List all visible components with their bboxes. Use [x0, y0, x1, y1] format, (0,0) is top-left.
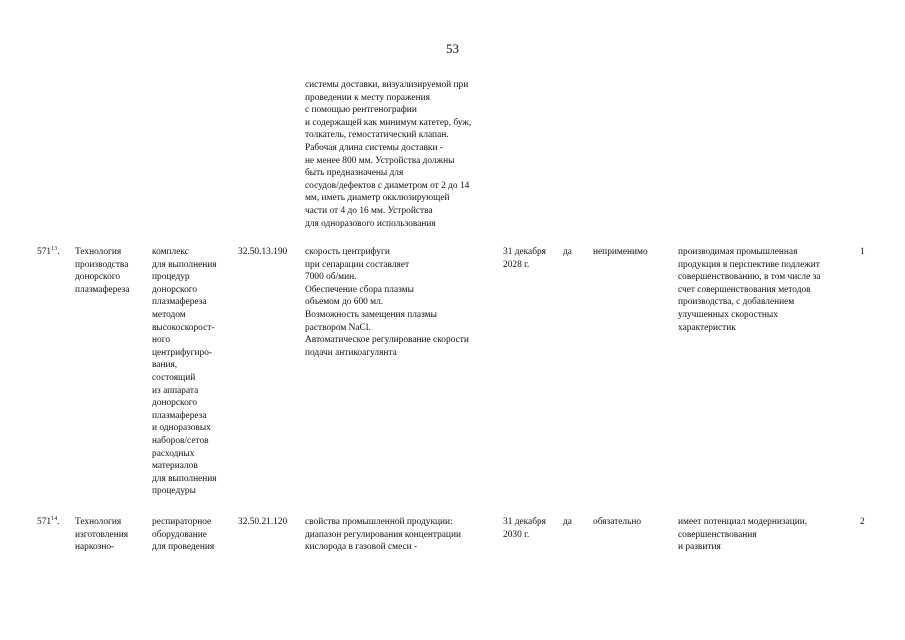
product-cell: комплекс для выполнения процедур донорского плазмафереза методом высокоскорост- ного центрифугиро- вания, состоящий из аппарата донорского плазмафереза и одноразовых наборов/сетов расходных материалов для выполнения процедуры: [152, 247, 217, 497]
technology-name-cell: Технология производства донорского плазмафереза: [75, 247, 130, 295]
row-number-base: 571: [37, 517, 52, 527]
spec-cell: свойства промышленной продукции: диапазон регулирования концентрации кислорода в газовой смеси -: [305, 517, 461, 553]
technology-name-cell: Технология изготовления наркозно-: [75, 517, 129, 553]
count-cell: 2: [860, 517, 865, 527]
row-number-base: 571: [37, 247, 52, 257]
spec-cell: системы доставки, визуализируемой при проведении к месту поражения с помощью рентгенографии и содержащей как минимум катетер, буж, толкатель, гемостатический клапан. Рабочая длина системы доставки - не менее 800 мм. Устройства должны быть предназначены для сосудов/дефектов с диаметром от 2 до 14 мм, иметь диаметр окклюзирующей части от 4 до 16 мм. Устройства для одноразового использования: [305, 80, 472, 229]
applicability-cell: неприменимо: [593, 247, 648, 257]
note-cell: имеет потенциал модернизации, совершенствования и развития: [678, 517, 808, 553]
spec-cell: скорость центрифуги при сепарации составляет 7000 об/мин. Обеспечение сбора плазмы объемом до 600 мл. Возможность замещения плазмы раствором NaCl. Автоматическое регулирование скорости подачи антикоагулянта: [305, 247, 469, 358]
row-number-suffix: .: [57, 517, 60, 527]
page-number: 53: [446, 41, 459, 56]
deadline-cell: 31 декабря 2028 г.: [503, 247, 546, 270]
deadline-cell: 31 декабря 2030 г.: [503, 517, 546, 540]
okpd-code-cell: 32.50.21.120: [238, 517, 288, 527]
product-cell: респираторное оборудование для проведения: [152, 517, 215, 553]
flag-cell: да: [563, 247, 572, 257]
okpd-code-cell: 32.50.13.190: [238, 247, 288, 257]
note-cell: производимая промышленная продукция в перспективе подлежит совершенствованию, в том числе за счет совершенствования методов производства, с добавлением улучшенных скоростных характеристик: [678, 247, 821, 333]
row-number-superscript: 14: [51, 515, 58, 522]
row-number: [37, 516, 73, 529]
count-cell: 1: [860, 247, 865, 257]
row-number: [37, 246, 73, 259]
flag-cell: да: [563, 517, 572, 527]
row-number-superscript: 13: [51, 245, 58, 252]
row-number-suffix: .: [57, 247, 60, 257]
applicability-cell: обязательно: [593, 517, 642, 527]
